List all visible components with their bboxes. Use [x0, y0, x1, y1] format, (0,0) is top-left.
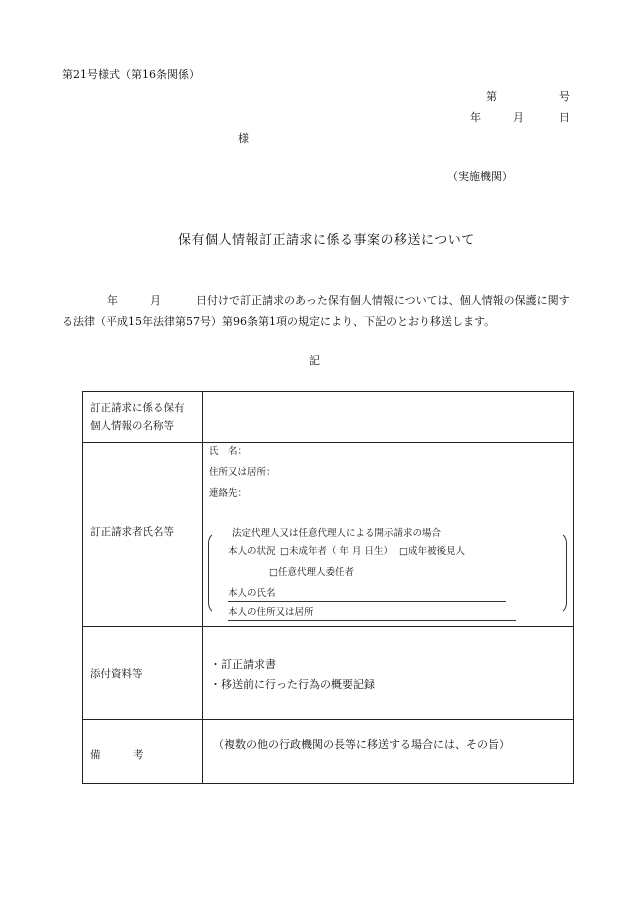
option-minor: □未成年者（ 年 月 日生）: [280, 546, 394, 557]
body-line2: る法律（平成15年法律第57号）第96条第1項の規定により、下記のとおり移送します。: [62, 315, 496, 328]
principal-address-underline: [228, 620, 516, 621]
doc-number-suffix: 号: [559, 90, 570, 103]
row1-label-line1: 訂正請求に係る保有: [90, 402, 185, 414]
ki-heading: 記: [309, 354, 320, 367]
row-divider-1: [83, 442, 573, 443]
attachment-item-2: ・移送前に行った行為の概要記録: [210, 678, 375, 691]
body-line1: 日付けで訂正請求のあった保有個人情報については、個人情報の保護に関す: [196, 294, 570, 307]
sender: （実施機関）: [447, 170, 513, 183]
principal-address-label: 本人の住所又は居所: [228, 607, 314, 618]
row2-label: 訂正請求者氏名等: [90, 526, 174, 538]
body-year: 年: [107, 294, 118, 307]
row-divider-2: [83, 626, 573, 627]
table-column-divider: [202, 392, 203, 783]
option-agent-principal: □任意代理人委任者: [269, 567, 354, 578]
page-title: 保有個人情報訂正請求に係る事案の移送について: [178, 233, 475, 248]
body-month: 月: [150, 294, 161, 307]
principal-name-label: 本人の氏名: [228, 588, 276, 599]
requester-address: 住所又は居所：: [209, 467, 276, 478]
row1-label-line2: 個人情報の名称等: [90, 420, 174, 432]
addressee-suffix: 様: [238, 132, 249, 145]
attachment-item-1: ・訂正請求書: [210, 658, 276, 671]
date-month: 月: [513, 111, 524, 124]
doc-number-prefix: 第: [486, 90, 497, 103]
requester-name: 氏 名：: [209, 446, 248, 457]
row3-label: 添付資料等: [90, 668, 143, 680]
remarks-note: （複数の他の行政機関の長等に移送する場合には、その旨）: [213, 738, 510, 751]
date-day: 日: [559, 111, 570, 124]
option-adult-ward: □成年被後見人: [399, 546, 465, 557]
row-divider-3: [83, 719, 573, 720]
row4-label-a: 備: [90, 749, 101, 761]
row4-label-b: 考: [133, 749, 144, 761]
transfer-table: [82, 391, 574, 784]
principal-name-underline: [228, 601, 506, 602]
form-number: 第21号様式（第16条関係）: [62, 68, 200, 81]
principal-status-label: 本人の状況: [228, 546, 276, 557]
date-year: 年: [470, 111, 481, 124]
requester-contact: 連絡先：: [209, 488, 248, 499]
agent-heading: 法定代理人又は任意代理人による開示請求の場合: [232, 528, 442, 539]
